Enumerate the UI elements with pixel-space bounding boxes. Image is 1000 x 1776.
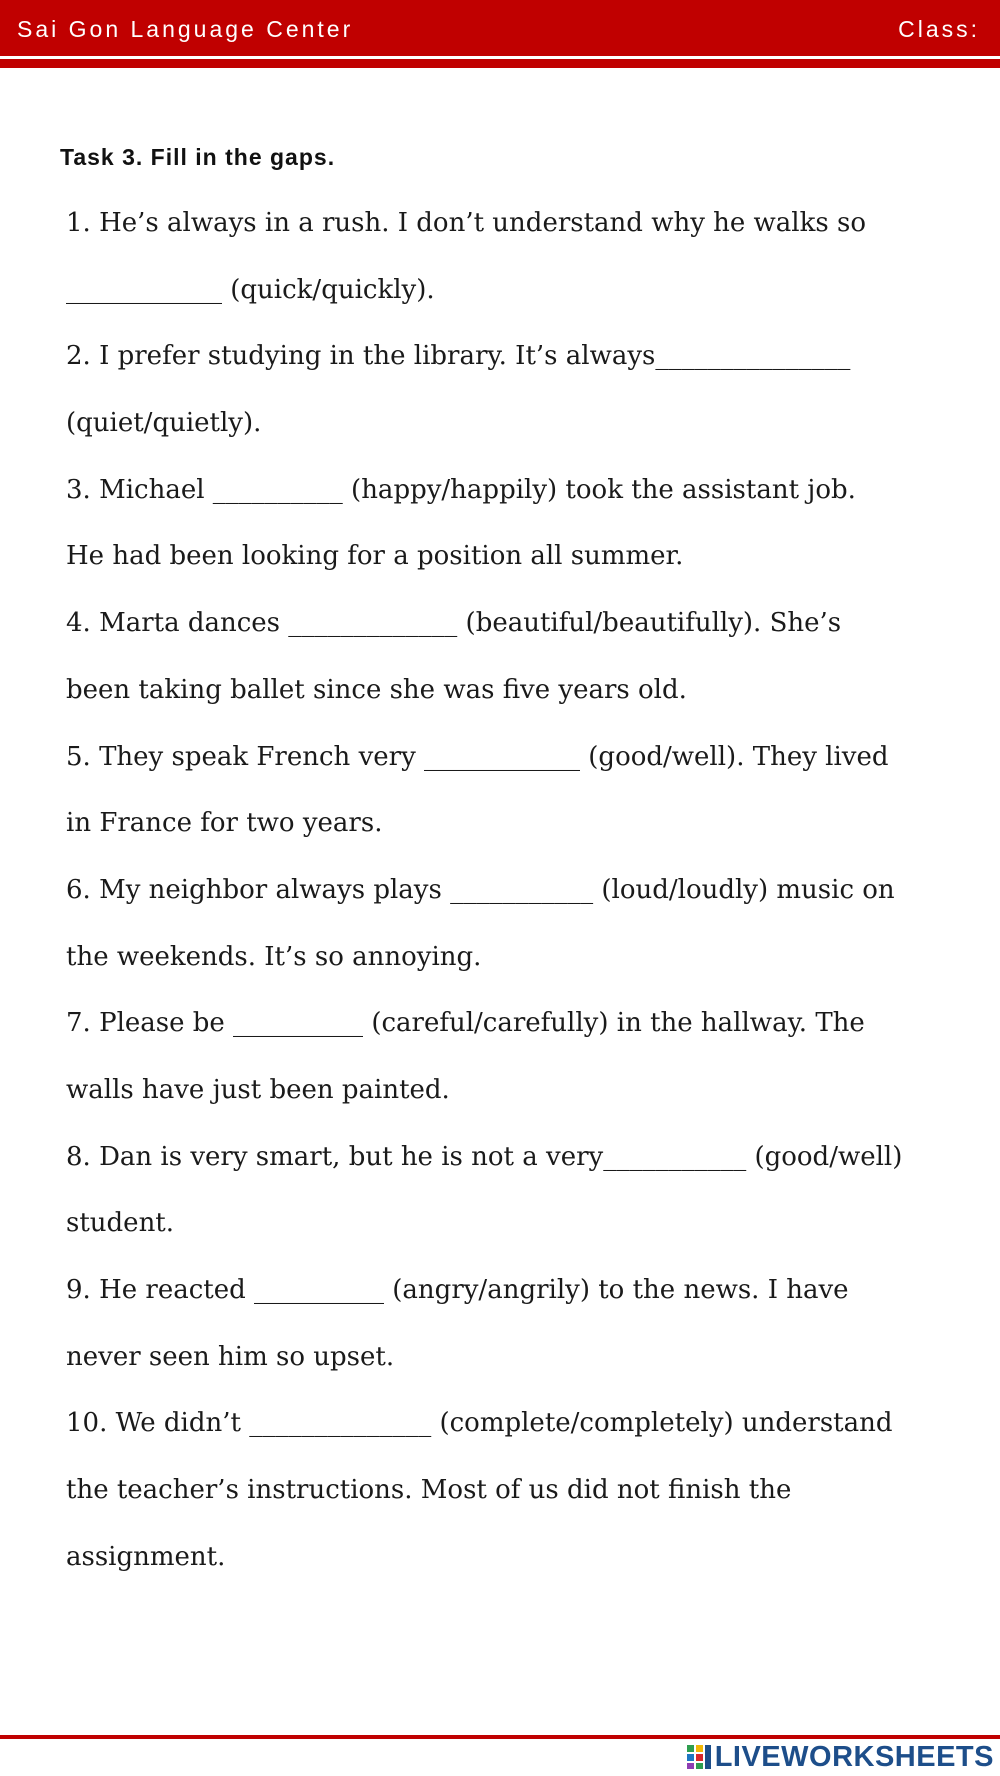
question-5-line-2: in France for two years. [66,808,383,839]
question-9-line-1: 9. He reacted __________ (angry/angrily) to the news. I have [66,1275,849,1305]
question-10-line-1: 10. We didn’t ______________ (complete/completely) understand [66,1408,893,1439]
liveworksheets-logo-icon [686,1744,712,1770]
question-7-line-2: walls have just been painted. [66,1074,450,1105]
question-1-line-2: ____________ (quick/quickly). [66,274,435,305]
question-list [66,190,946,1590]
header-bottom-stripe [0,59,1000,68]
task-title: Task 3. Fill in the gaps. [60,144,336,170]
class-label: Class: [898,16,980,42]
center-name: Sai Gon Language Center [17,16,354,42]
logo-text: LIVEWORKSHEETS [714,1740,994,1773]
question-9-line-2: never seen him so upset. [66,1341,395,1372]
question-2-line-2: (quiet/quietly). [66,408,262,439]
question-5-line-1: 5. They speak French very ____________ (good/well). They lived [66,741,889,772]
question-6-line-2: the weekends. It’s so annoying. [66,941,482,972]
question-3-line-2: He had been looking for a position all summer. [66,541,684,572]
header-bar [0,0,1000,58]
question-4-line-1: 4. Marta dances _____________ (beautiful/beautifully). She’s [66,608,842,639]
question-10-line-3: assignment. [66,1541,226,1572]
question-1-line-1: 1. He’s always in a rush. I don’t understand why he walks so [66,208,866,238]
question-3-line-1: 3. Michael __________ (happy/happily) took the assistant job. [66,474,856,505]
question-6-line-1: 6. My neighbor always plays ___________ (loud/loudly) music on [66,874,895,905]
question-8-line-2: student. [66,1208,175,1239]
question-4-line-2: been taking ballet since she was five years old. [66,674,687,705]
liveworksheets-logo[interactable] [686,1741,994,1773]
question-7-line-1: 7. Please be __________ (careful/carefully) in the hallway. The [66,1008,865,1039]
footer-divider [0,1735,1000,1739]
question-2-line-1: 2. I prefer studying in the library. It’s always_______________ [66,341,851,372]
question-8-line-1: 8. Dan is very smart, but he is not a very___________ (good/well) [66,1141,903,1172]
question-10-line-2: the teacher’s instructions. Most of us did not finish the [66,1475,792,1506]
